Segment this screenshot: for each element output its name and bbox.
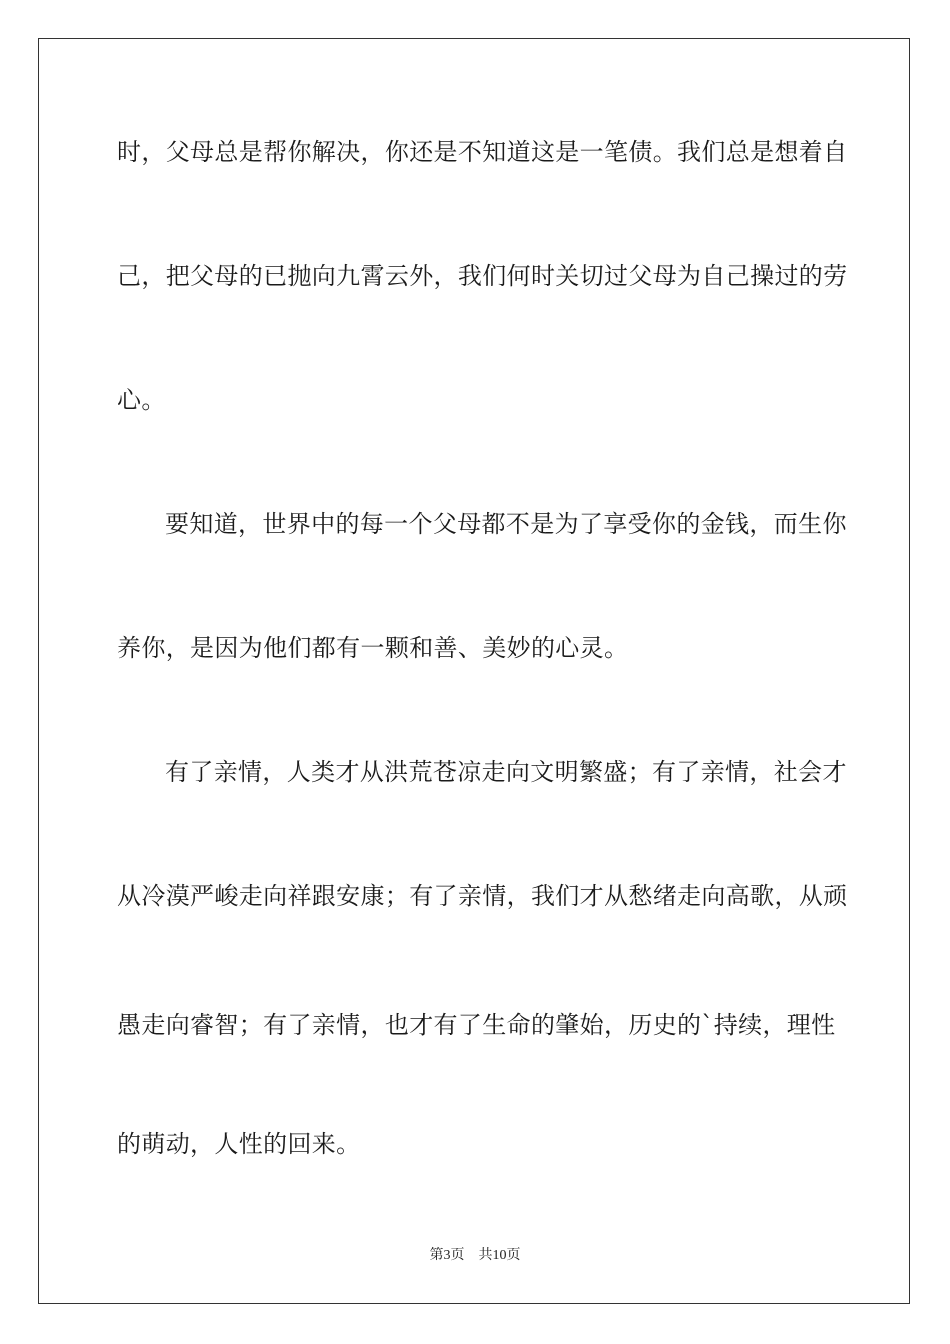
text-line: 养你，是因为他们都有一颗和善、美妙的心灵。 xyxy=(117,634,629,662)
text-line: 心。 xyxy=(117,386,166,414)
text-line: 有了亲情，人类才从洪荒苍凉走向文明繁盛；有了亲情，社会才 xyxy=(165,758,847,786)
text-line: 己，把父母的已抛向九霄云外，我们何时关切过父母为自己操过的劳 xyxy=(117,262,848,290)
page-total: 共10页 xyxy=(478,1248,521,1263)
page-number: 第3页 xyxy=(429,1248,465,1263)
text-line: 从冷漠严峻走向祥跟安康；有了亲情，我们才从愁绪走向高歌，从顽 xyxy=(117,882,848,910)
text-line: 愚走向睿智；有了亲情，也才有了生命的肇始，历史的`持续，理性 xyxy=(117,1011,836,1039)
page-footer xyxy=(0,1247,950,1265)
text-line: 的萌动，人性的回来。 xyxy=(117,1130,361,1158)
page-border xyxy=(38,38,910,1304)
text-line: 要知道，世界中的每一个父母都不是为了享受你的金钱，而生你 xyxy=(165,510,847,538)
text-line: 时，父母总是帮你解决，你还是不知道这是一笔债。我们总是想着自 xyxy=(117,138,848,166)
